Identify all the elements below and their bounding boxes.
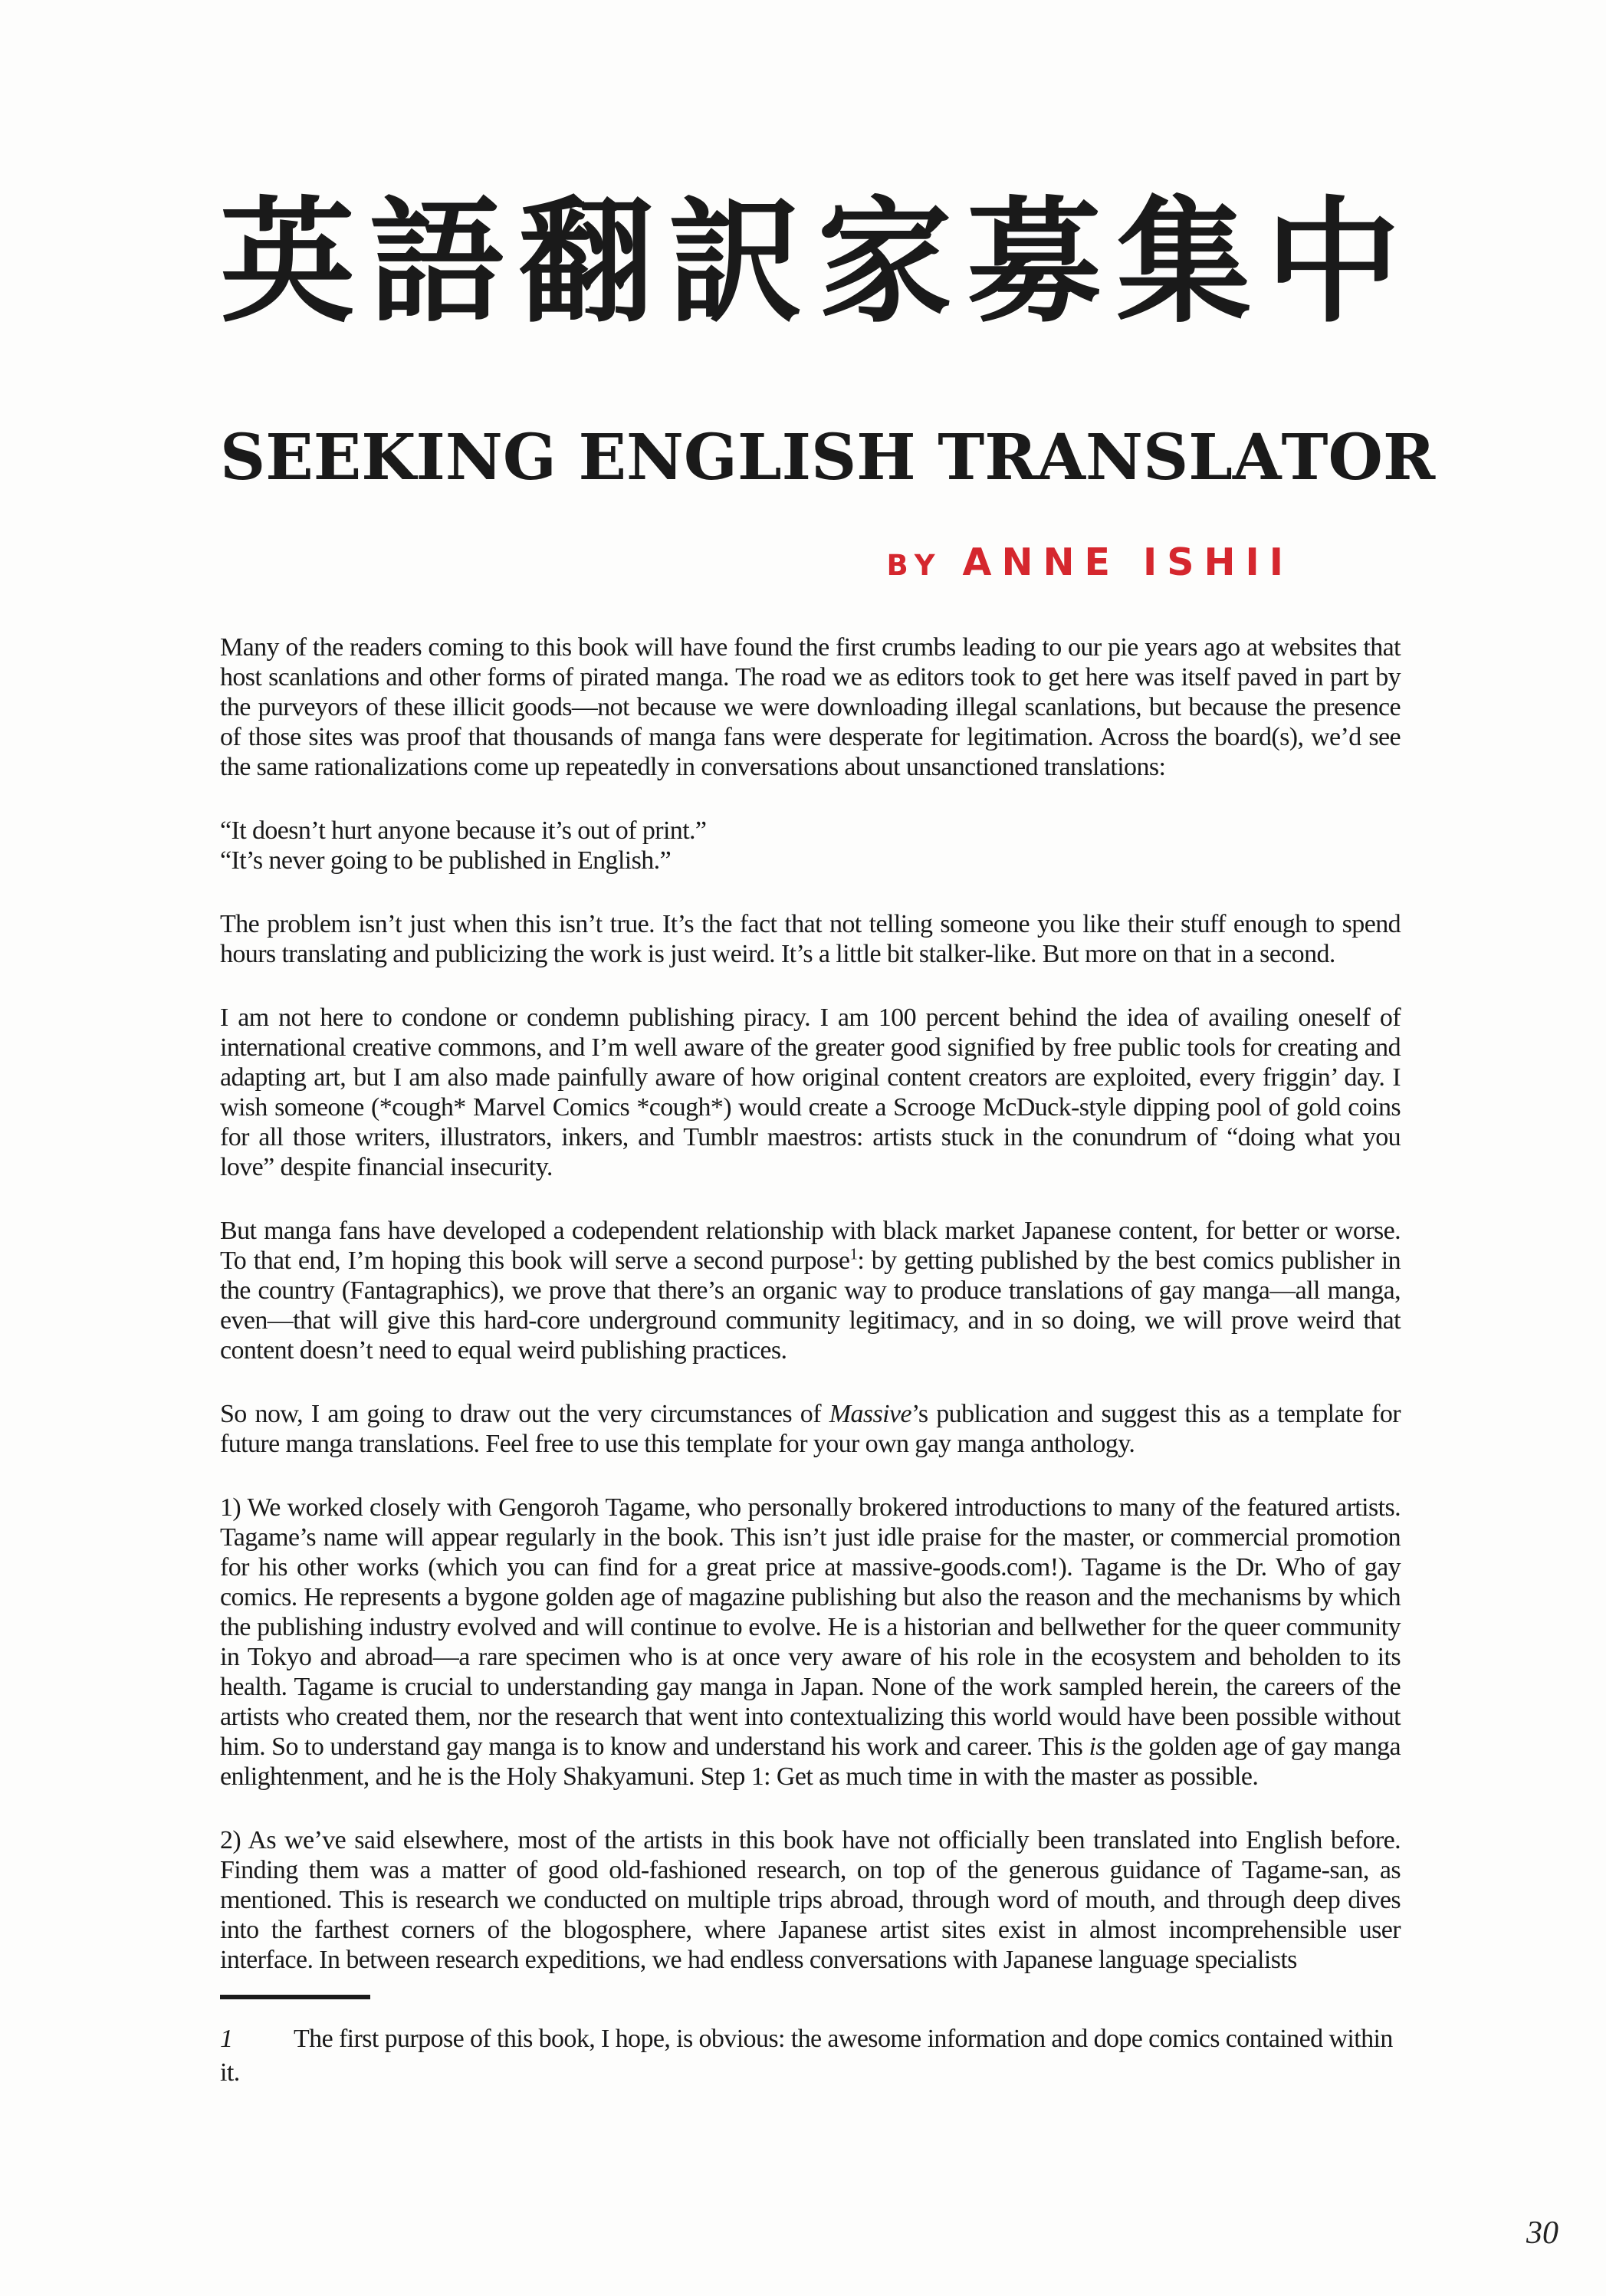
text-segment: the golden age of gay manga enlightenment, and he is the Holy Shakyamuni. Step 1: Get as much time in with the master as possible.: [220, 1732, 1401, 1791]
paragraph: [220, 909, 1401, 969]
text-segment: “It doesn’t hurt anyone because it’s out of print.”: [220, 816, 707, 845]
title-char: L: [737, 420, 782, 494]
title-char: I: [415, 420, 445, 494]
title-space: [916, 425, 938, 491]
footnote-marker: 1: [220, 2024, 233, 2053]
footnote-text: The first purpose of this book, I hope, is obvious: the awesome information and dope comics contained within it.: [220, 2024, 1393, 2087]
byline-prefix: BY: [886, 548, 943, 582]
title-char: S: [810, 420, 857, 494]
title-char: 中: [1265, 183, 1401, 341]
title-char: 訳: [668, 183, 803, 341]
paragraph: [220, 632, 1401, 782]
text-segment: : by getting published by the best comics publisher in the country (Fantagraphics), we prove that there’s an organic way to produce translations of gay manga—all manga, even—that will give this hard-core underground community legitimacy, and in so doing, we will prove weird that content doesn’t need to equal weird publishing practices.: [220, 1246, 1401, 1365]
title-char: R: [984, 420, 1037, 494]
text-segment: 2) As we’ve said elsewhere, most of the artists in this book have not officially been translated into English before. Finding them was a matter of good old-fashioned research, on top of the generous guidance of Tagame-san, as mentioned. This is research we conducted on multiple trips abroad, through word of mouth, and through deep dives into the farthest corners of the blogosphere, where Japanese artist sites exist in almost incomprehensible user interface. In between research expeditions, we had endless conversations with Japanese language specialists: [220, 1825, 1401, 1974]
paragraph: [220, 1216, 1401, 1365]
title-char: H: [856, 420, 916, 494]
title-char: T: [1281, 420, 1328, 494]
title-char: 英: [220, 183, 356, 341]
text-segment: ’s publication and suggest this as a template for future manga translations. Feel free to use this template for your own gay manga anthology.: [220, 1399, 1401, 1458]
text-segment: 1: [849, 1244, 858, 1263]
title-space: [557, 425, 579, 491]
english-title: [220, 420, 1436, 494]
title-char: S: [220, 420, 266, 494]
quote-line: [220, 846, 1401, 875]
text-segment: Many of the readers coming to this book will have found the first crumbs leading to our pie years ago at websites that host scanlations and other forms of pirated manga. The road we as editors took to get here was itself paved in part by the purveyors of these illicit goods—not because we were downloading illegal scanlations, but because the presence of those sites was proof that thousands of manga fans were desperate for legitimation. Across the board(s), we’d see the same rationalizations come up repeatedly in conversations about unsanctioned translations:: [220, 632, 1401, 781]
title-char: I: [781, 420, 811, 494]
title-char: A: [1232, 420, 1282, 494]
title-char: E: [578, 420, 626, 494]
title-char: A: [1036, 420, 1086, 494]
byline: [220, 540, 1401, 591]
text-segment: 1) We worked closely with Gengoroh Tagame, who personally brokered introductions to many of the featured artists. Tagame’s name will appear regularly in the book. This isn’t just idle praise for the master, or commercial promotion for his other works (which you can find for a great price at massive-goods.com!). Tagame is the Dr. Who of gay comics. He represents a bygone golden age of magazine publishing but also the reason and the mechanisms by which the publishing industry evolved and will continue to evolve. He is a historian and bellwether for the queer community in Tokyo and abroad—a rare specimen who is at once very aware of his role in the ecosystem and beholden to its health. Tagame is crucial to understanding gay manga in Japan. None of the work sampled herein, the careers of the artists who created them, nor the research that went into contextualizing this world would have been possible without him. So to understand gay manga is to know and understand his work and career. This: [220, 1493, 1401, 1761]
text-segment: “It’s never going to be published in English.”: [220, 846, 672, 875]
paragraph: [220, 1399, 1401, 1459]
quote-line: [220, 816, 1401, 846]
title-char: 語: [369, 183, 504, 341]
text-segment: But manga fans have developed a codependent relationship with black market Japanese content, for better or worse. To that end, I’m hoping this book will serve a second purpose: [220, 1216, 1401, 1275]
paragraph: [220, 1493, 1401, 1792]
footnote: [220, 2022, 1401, 2090]
text-segment: Massive: [829, 1399, 911, 1428]
paragraph: [220, 1825, 1401, 1975]
title-char: E: [313, 420, 362, 494]
text-segment: I am not here to condone or condemn publishing piracy. I am 100 percent behind the idea of availing oneself of international creative commons, and I’m well aware of the greater good signified by free public tools for creating and adapting art, but I am also made painfully aware of how original content creators are exploited, every friggin’ day. I wish someone (*cough* Marvel Comics *cough*) would create a Scrooge McDuck-style dipping pool of gold coins for all those writers, illustrators, inkers, and Tumblr maestros: artists stuck in the conundrum of “doing what you love” despite financial insecurity.: [220, 1003, 1401, 1181]
title-char: N: [626, 420, 684, 494]
title-char: N: [1085, 420, 1143, 494]
paragraph: [220, 1003, 1401, 1182]
title-char: 翻: [518, 183, 654, 341]
title-char: 集: [1116, 183, 1252, 341]
title-char: K: [361, 420, 416, 494]
title-char: G: [502, 420, 557, 494]
japanese-title: [220, 183, 1401, 341]
text-segment: The problem isn’t just when this isn’t true. It’s the fact that not telling someone you like their stuff enough to spend hours translating and publicizing the work is just weird. It’s a little bit stalker-like. But more on that in a second.: [220, 909, 1401, 968]
title-char: R: [1382, 420, 1436, 494]
title-char: G: [683, 420, 737, 494]
title-char: 募: [967, 183, 1102, 341]
title-char: O: [1328, 420, 1383, 494]
title-char: L: [1188, 420, 1233, 494]
title-char: T: [938, 420, 985, 494]
title-char: 家: [817, 183, 953, 341]
article-body: [220, 632, 1401, 1975]
title-char: E: [265, 420, 314, 494]
footnote-rule: [220, 1995, 370, 1999]
byline-author-name: ANNE ISHII: [962, 540, 1293, 584]
title-char: N: [445, 420, 503, 494]
text-segment: is: [1089, 1732, 1105, 1761]
title-char: S: [1142, 420, 1189, 494]
text-segment: So now, I am going to draw out the very circumstances of: [220, 1399, 829, 1428]
page-number: 30: [1526, 2216, 1558, 2251]
